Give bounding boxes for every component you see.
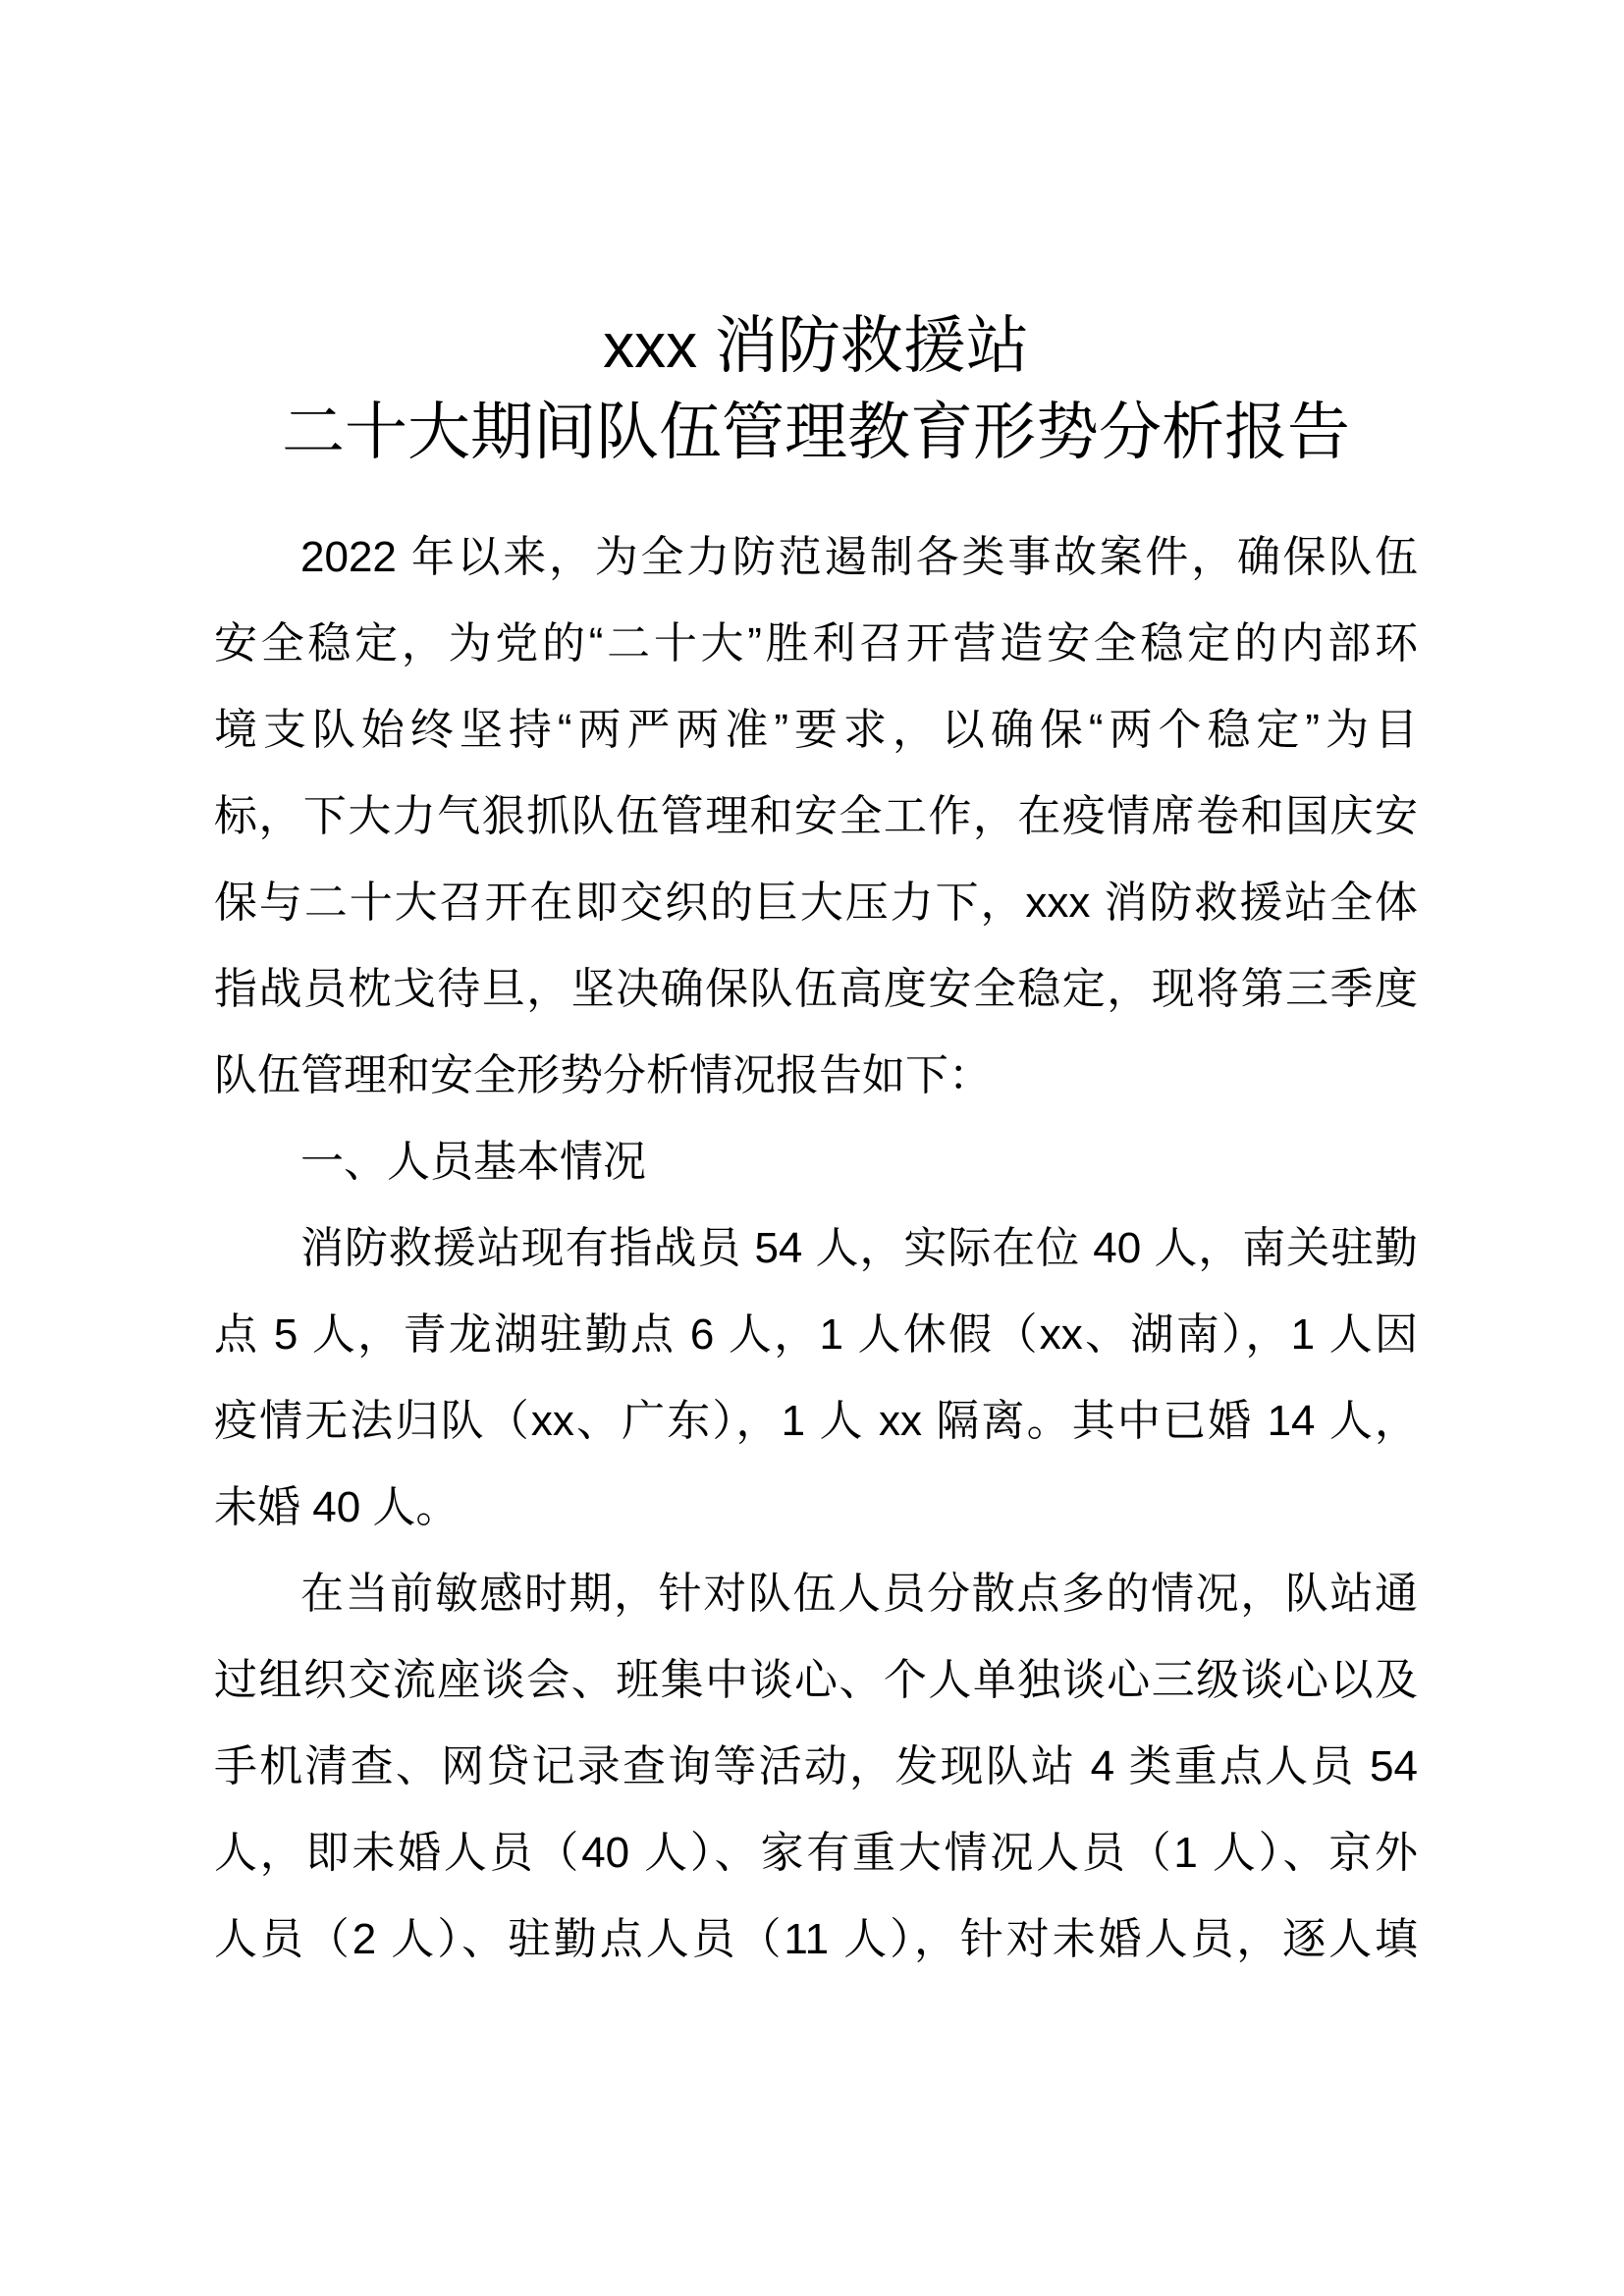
text-line: 点 5 人，青龙湖驻勤点 6 人，1 人休假（xx、湖南），1 人因 [214, 1310, 1418, 1359]
text-line: 未婚 40 人。 [214, 1483, 460, 1531]
text-line: 人员（2 人）、驻勤点人员（11 人），针对未婚人员，逐人填 [214, 1915, 1418, 1963]
text-line: 2022 年以来，为全力防范遏制各类事故案件，确保队伍 [300, 533, 1418, 581]
text-line: 队伍管理和安全形势分析情况报告如下： [214, 1051, 992, 1099]
text-line: 人，即未婚人员（40 人）、家有重大情况人员（1 人）、京外 [214, 1829, 1418, 1877]
text-line: 过组织交流座谈会、班集中谈心、个人单独谈心三级谈心以及 [214, 1656, 1418, 1704]
text-line: 标，下大力气狠抓队伍管理和安全工作，在疫情席卷和国庆安 [214, 792, 1418, 840]
text-line: 在当前敏感时期，针对队伍人员分散点多的情况，队站通 [300, 1570, 1418, 1618]
paragraph-sensitive-period-measures [214, 1551, 1418, 1983]
text-line: 境支队始终坚持“两严两准”要求，以确保“两个稳定”为目 [214, 706, 1418, 754]
document-body [214, 514, 1418, 1983]
paragraph-intro [214, 514, 1418, 1119]
document-title-line-1: xxx 消防救援站 [603, 310, 1029, 381]
text-line: 疫情无法归队（xx、广东），1 人 xx 隔离。其中已婚 14 人， [214, 1397, 1418, 1445]
text-line: 消防救援站现有指战员 54 人，实际在位 40 人，南关驻勤 [300, 1224, 1418, 1272]
document-content [214, 302, 1418, 1983]
document-title [214, 302, 1418, 475]
text-line: 保与二十大召开在即交织的巨大压力下，xxx 消防救援站全体 [214, 879, 1418, 927]
paragraph-personnel-overview [214, 1205, 1418, 1551]
text-line: 手机清查、网贷记录查询等活动，发现队站 4 类重点人员 54 [214, 1742, 1418, 1790]
document-title-line-2: 二十大期间队伍管理教育形势分析报告 [282, 397, 1350, 467]
text-line: 一、人员基本情况 [300, 1138, 646, 1186]
text-line: 安全稳定，为党的“二十大”胜利召开营造安全稳定的内部环 [214, 619, 1418, 667]
text-line: 指战员枕戈待旦，坚决确保队伍高度安全稳定，现将第三季度 [214, 965, 1418, 1013]
paragraph-section-1-heading [214, 1119, 1418, 1205]
